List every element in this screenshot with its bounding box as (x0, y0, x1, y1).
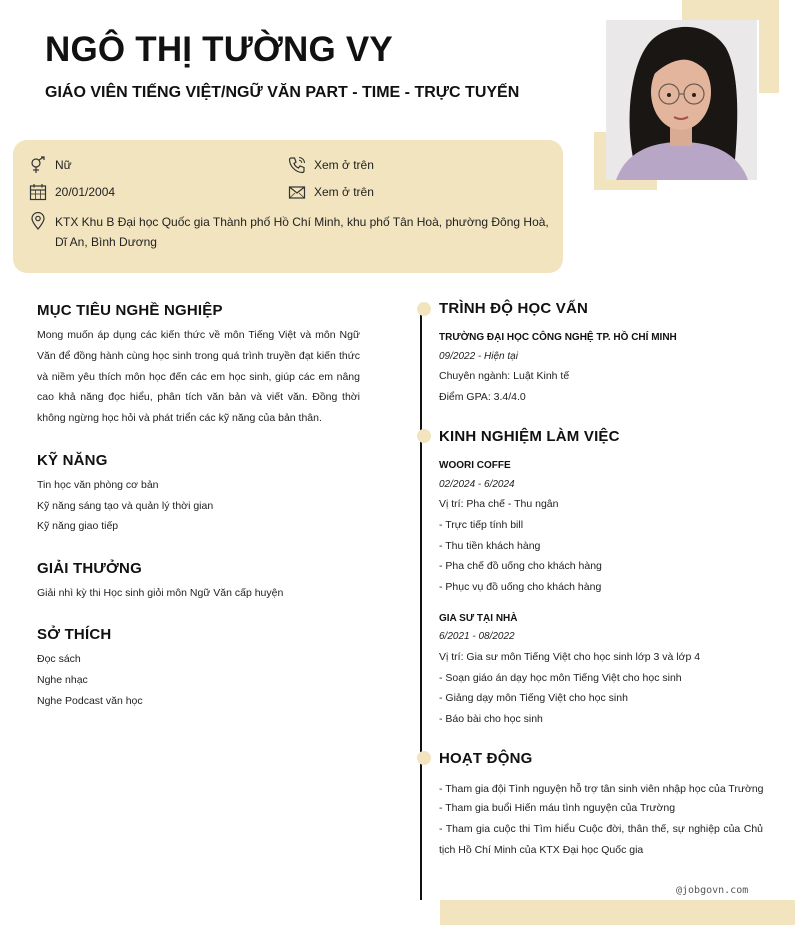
decor-bar (759, 0, 779, 93)
timeline-dot (417, 751, 431, 765)
skills-heading: KỸ NĂNG (37, 452, 108, 469)
candidate-name: NGÔ THỊ TƯỜNG VY (45, 30, 393, 69)
skills-item: Tin học văn phòng cơ bản (37, 479, 159, 491)
job-date: 02/2024 - 6/2024 (439, 479, 515, 490)
school-name: TRƯỜNG ĐẠI HỌC CÔNG NGHỆ TP. HỒ CHÍ MINH (439, 332, 677, 343)
hobbies-item: Nghe Podcast văn học (37, 695, 143, 707)
address-row (29, 212, 549, 252)
awards-heading: GIẢI THƯỞNG (37, 560, 142, 577)
gender-value: Nữ (55, 158, 72, 172)
phone-value: Xem ở trên (314, 158, 374, 172)
phone-row (288, 158, 374, 174)
education-heading: TRÌNH ĐỘ HỌC VẤN (439, 300, 589, 317)
activities-heading: HOẠT ĐỘNG (439, 750, 533, 767)
decor-bar (440, 900, 795, 925)
watermark-text: @jobgovn.com (676, 885, 749, 896)
job-line: Vị trí: Gia sư môn Tiếng Việt cho học sinh lớp 3 và lớp 4 (439, 651, 701, 663)
email-value: Xem ở trên (314, 185, 374, 199)
education-gpa: Điểm GPA: 3.4/4.0 (439, 391, 526, 403)
job-company: WOORI COFFE (439, 460, 511, 471)
job-line: - Soạn giáo án dạy học môn Tiếng Việt cho học sinh (439, 672, 682, 684)
job-line: - Phục vụ đồ uống cho khách hàng (439, 581, 602, 593)
objective-text: Mong muốn áp dụng các kiến thức về môn Tiếng Việt và môn Ngữ Văn để đồng hành cùng học sinh trong quá trình truyền đạt kiến thức và niềm yêu thích môn học đến các em học sinh, giúp các em nâng cao khả năng đọc hiểu, phân tích văn bản và viết văn. Đồng thời không ngừng học hỏi và phát triển các kỹ năng của bản thân. (37, 329, 360, 425)
job-company: GIA SƯ TẠI NHÀ (439, 613, 518, 624)
email-row (288, 185, 374, 201)
location-icon (29, 212, 47, 230)
experience-heading: KINH NGHIỆM LÀM VIỆC (439, 428, 620, 445)
skills-item: Kỹ năng giao tiếp (37, 520, 119, 532)
job-line: - Pha chế đồ uống cho khách hàng (439, 560, 602, 572)
hobbies-item: Nghe nhạc (37, 674, 88, 686)
address-value: KTX Khu B Đại học Quốc gia Thành phố Hồ Chí Minh, khu phố Tân Hoà, phường Đông Hoà, Dĩ An, Bình Dương (55, 215, 549, 249)
gender-icon (29, 156, 47, 174)
objective-heading: MỤC TIÊU NGHỀ NGHIỆP (37, 302, 223, 319)
phone-icon (288, 156, 306, 174)
activity-item: - Tham gia cuộc thi Tìm hiểu Cuộc đời, thân thế, sự nghiệp của Chủ tịch Hồ Chí Minh của KTX Đại học Quốc gia (439, 823, 763, 856)
job-line: - Trực tiếp tính bill (439, 519, 524, 531)
job-line: - Báo bài cho học sinh (439, 713, 543, 725)
timeline-dot (417, 302, 431, 316)
job-line: Vị trí: Pha chế - Thu ngân (439, 498, 559, 510)
birthdate-row (29, 185, 115, 201)
gender-row (29, 158, 72, 174)
skills-item: Kỹ năng sáng tạo và quản lý thời gian (37, 500, 214, 512)
job-line: - Giảng dạy môn Tiếng Việt cho học sinh (439, 692, 628, 704)
job-line: - Thu tiền khách hàng (439, 540, 541, 552)
job-date: 6/2021 - 08/2022 (439, 631, 515, 642)
job-title: GIÁO VIÊN TIẾNG VIỆT/NGỮ VĂN PART - TIME - TRỰC TUYẾN (45, 84, 520, 101)
awards-item: Giải nhì kỳ thi Học sinh giỏi môn Ngữ Văn cấp huyện (37, 587, 284, 599)
hobbies-item: Đọc sách (37, 653, 81, 665)
mail-icon (288, 183, 306, 201)
timeline-dot (417, 429, 431, 443)
hobbies-heading: SỞ THÍCH (37, 626, 112, 643)
timeline-line (420, 308, 422, 900)
profile-photo (606, 20, 757, 180)
birthdate-value: 20/01/2004 (55, 185, 116, 199)
activity-item: - Tham gia đội Tình nguyện hỗ trợ tân sinh viên nhập học của Trường (439, 783, 764, 795)
activity-item: - Tham gia buổi Hiến máu tình nguyện của Trường (439, 802, 676, 814)
calendar-icon (29, 183, 47, 201)
education-major: Chuyên ngành: Luật Kinh tế (439, 370, 570, 382)
education-date: 09/2022 - Hiện tại (439, 351, 518, 362)
